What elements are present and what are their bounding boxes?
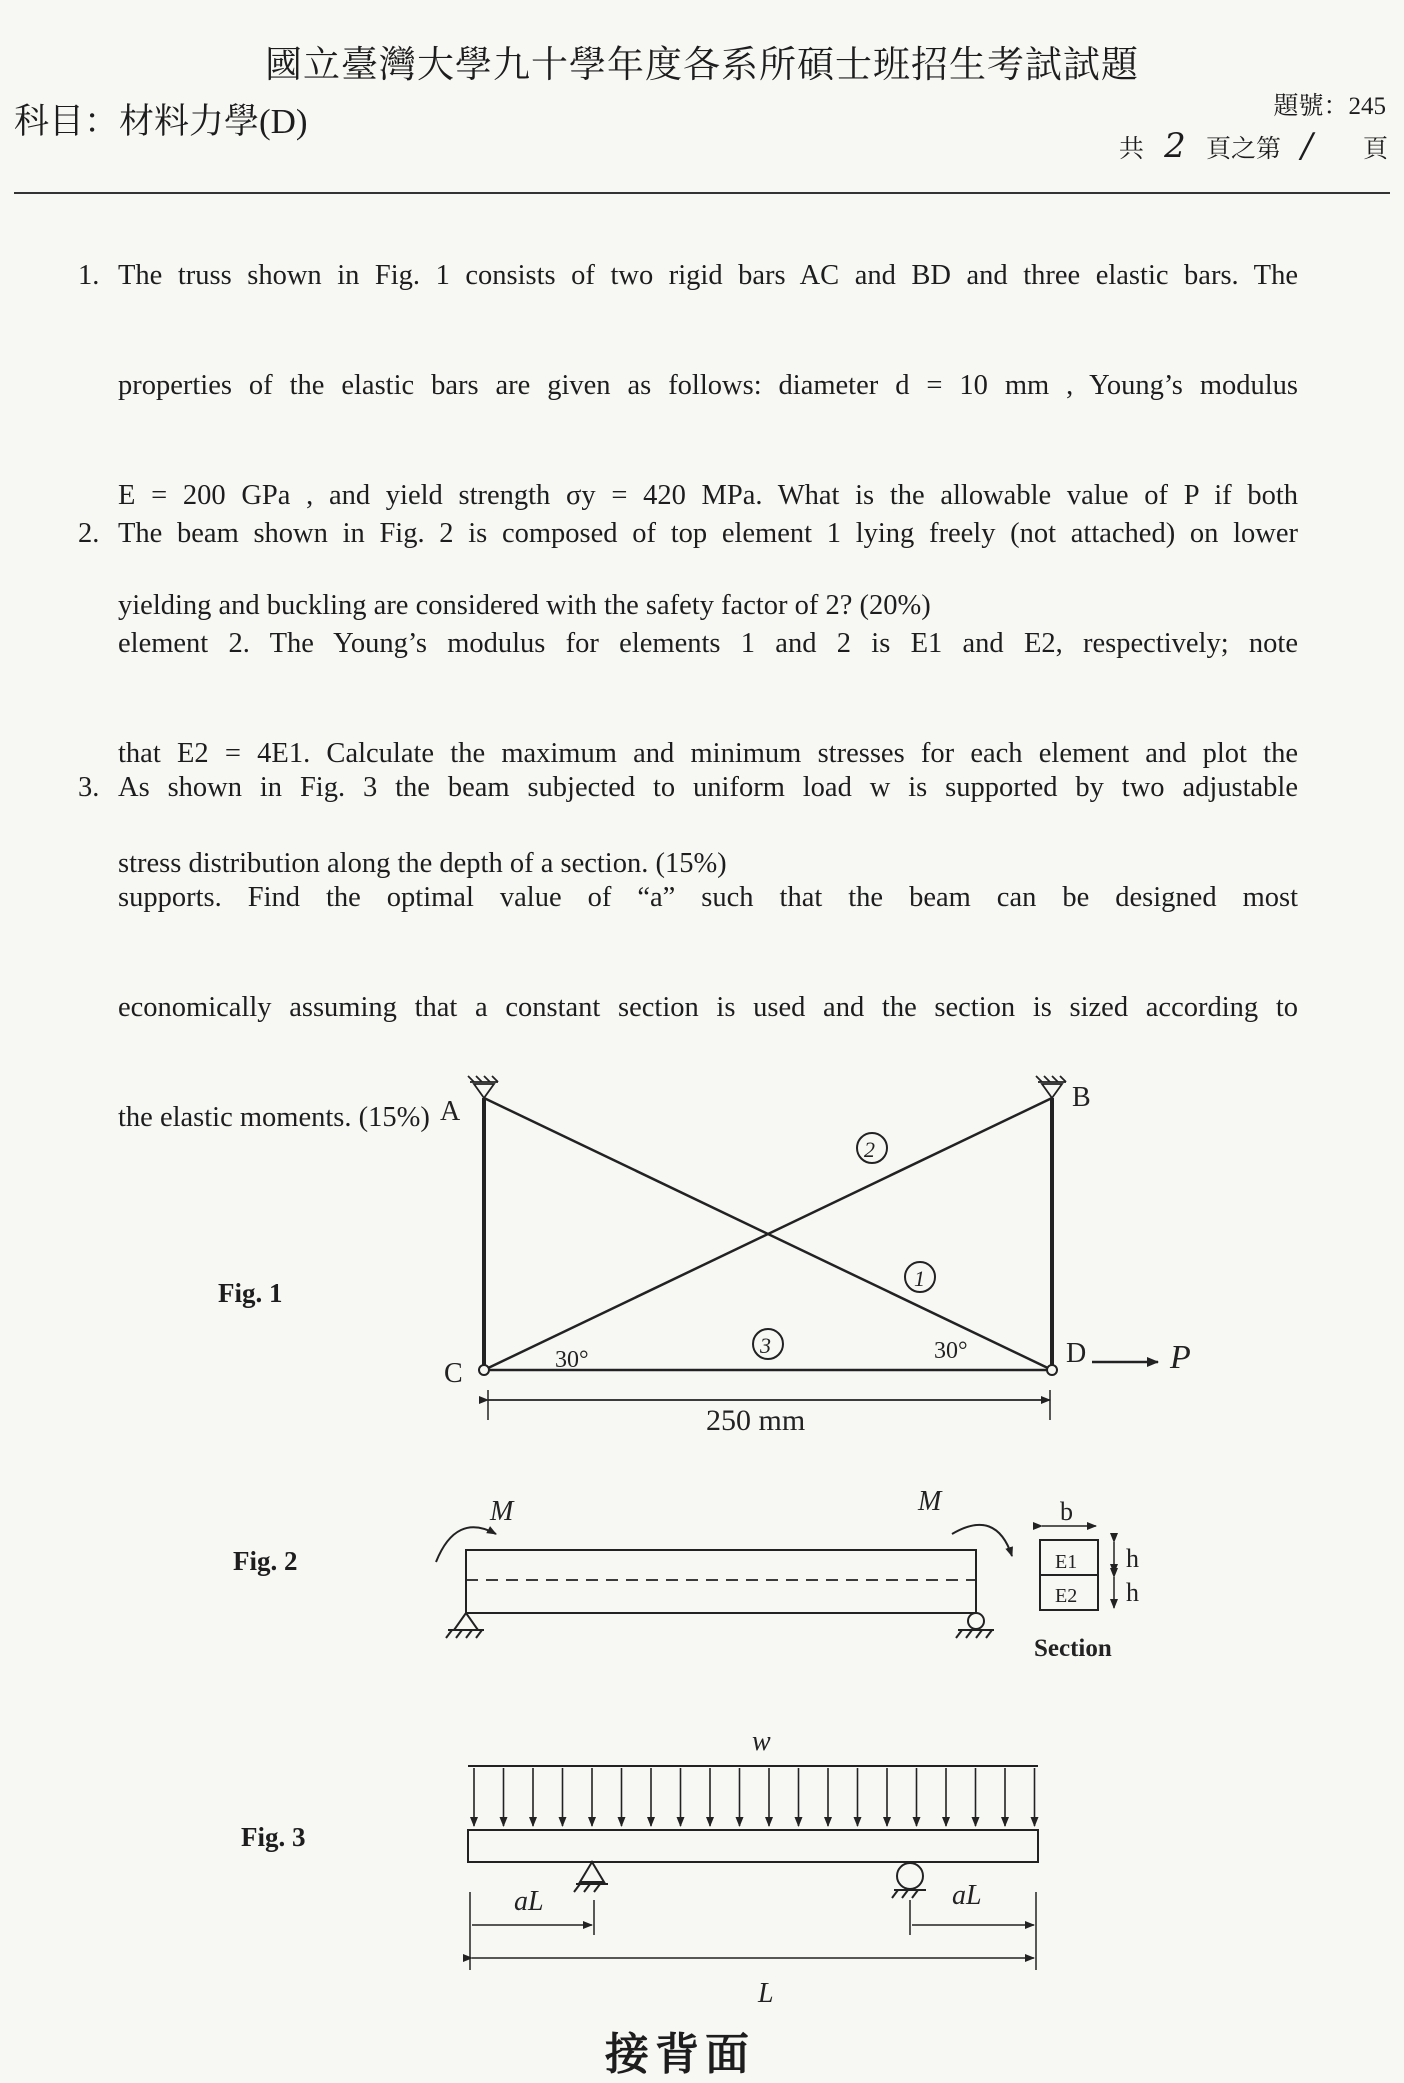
question-1-number: 1. <box>78 260 100 291</box>
uniform-load-arrows <box>474 1768 1035 1826</box>
fig3-label: Fig. 3 <box>241 1822 306 1852</box>
question-2-line-3: that E2 = 4E1. Calculate the maximum and minimum stresses for each element and plot the <box>118 738 1298 769</box>
node-b-label: B <box>1072 1082 1091 1113</box>
question-1-line-2: properties of the elastic bars are given as follows: diameter d = 10 mm , Young’s modulus <box>118 370 1298 401</box>
question-3-line-2: supports. Find the optimal value of “a” such that the beam can be designed most <box>118 882 1298 913</box>
dimension-250-label: 250 mm <box>706 1404 806 1437</box>
question-1-line-1: The truss shown in Fig. 1 consists of two rigid bars AC and BD and three elastic bars. The <box>118 260 1298 291</box>
bar-1-label: 1 <box>914 1266 925 1291</box>
section-h1-label: h <box>1126 1544 1139 1573</box>
joint-d-icon <box>1047 1365 1057 1375</box>
section-h2-label: h <box>1126 1578 1139 1607</box>
beam-outline-fig3 <box>468 1830 1038 1862</box>
load-p-label: P <box>1170 1339 1191 1376</box>
node-a-label: A <box>440 1096 461 1127</box>
roller-support-right-icon <box>956 1613 994 1638</box>
exam-title: 國立臺灣大學九十學年度各系所碩士班招生考試試題 <box>265 45 1139 86</box>
question-1-line-3: E = 200 GPa , and yield strength σy = 420 MPa. What is the allowable value of P if both <box>118 480 1298 511</box>
angle-d-label: 30° <box>934 1338 968 1364</box>
fig2-beam <box>436 1525 1114 1638</box>
section-e1-label: E1 <box>1055 1551 1078 1573</box>
dim-l-label: L <box>758 1978 774 2009</box>
pin-support-fig3-icon <box>574 1862 608 1892</box>
question-2-line-4: stress distribution along the depth of a section. (15%) <box>118 848 727 879</box>
page-prefix: 共 <box>1118 136 1144 163</box>
question-1-line-4: yielding and buckling are considered with the safety factor of 2? (20%) <box>118 590 931 621</box>
pin-support-left-icon <box>446 1613 484 1638</box>
load-w-label: w <box>752 1726 771 1757</box>
pin-support-b-icon <box>1036 1076 1066 1098</box>
question-3-line-1: As shown in Fig. 3 the beam subjected to uniform load w is supported by two adjustable <box>118 772 1298 803</box>
node-d-label: D <box>1066 1338 1087 1369</box>
moment-left-label: M <box>490 1496 514 1527</box>
section-caption: Section <box>1034 1635 1112 1662</box>
question-2-number: 2. <box>78 518 100 549</box>
question-2-line-1: The beam shown in Fig. 2 is composed of top element 1 lying freely (not attached) on lower <box>118 518 1298 549</box>
dim-al-right-label: aL <box>952 1880 982 1911</box>
page-mid: 頁之第 <box>1206 136 1282 163</box>
joint-c-icon <box>479 1365 489 1375</box>
subject-label: 科目：材料力學(D) <box>14 102 308 141</box>
moment-right-arrow <box>952 1525 1012 1556</box>
moment-right-label: M <box>918 1486 942 1517</box>
bar-2-label: 2 <box>864 1137 875 1162</box>
question-3-line-4: the elastic moments. (15%) <box>118 1102 430 1133</box>
pin-support-a-icon <box>468 1076 498 1098</box>
roller-support-fig3-icon <box>892 1863 926 1898</box>
page-total: 2 <box>1164 126 1186 166</box>
question-3-number: 3. <box>78 772 100 803</box>
page-suffix: 頁 <box>1362 136 1388 163</box>
section-b-label: b <box>1060 1497 1073 1526</box>
turn-page-note: 接背面 <box>605 2029 755 2080</box>
question-3-line-3: economically assuming that a constant section is used and the section is sized according to <box>118 992 1298 1023</box>
bar-3-label: 3 <box>760 1333 771 1358</box>
dim-al-left-label: aL <box>514 1886 544 1917</box>
section-e2-label: E2 <box>1055 1585 1078 1607</box>
fig2-label: Fig. 2 <box>233 1546 298 1576</box>
beam-outline <box>466 1550 976 1613</box>
node-c-label: C <box>444 1358 463 1389</box>
page-current: / <box>1301 126 1313 166</box>
fig1-label: Fig. 1 <box>218 1278 283 1308</box>
question-number: 題號：245 <box>1273 93 1386 120</box>
question-2-line-2: element 2. The Young’s modulus for elements 1 and 2 is E1 and E2, respectively; note <box>118 628 1298 659</box>
angle-c-label: 30° <box>555 1347 589 1373</box>
fig3-beam <box>468 1766 1038 1970</box>
